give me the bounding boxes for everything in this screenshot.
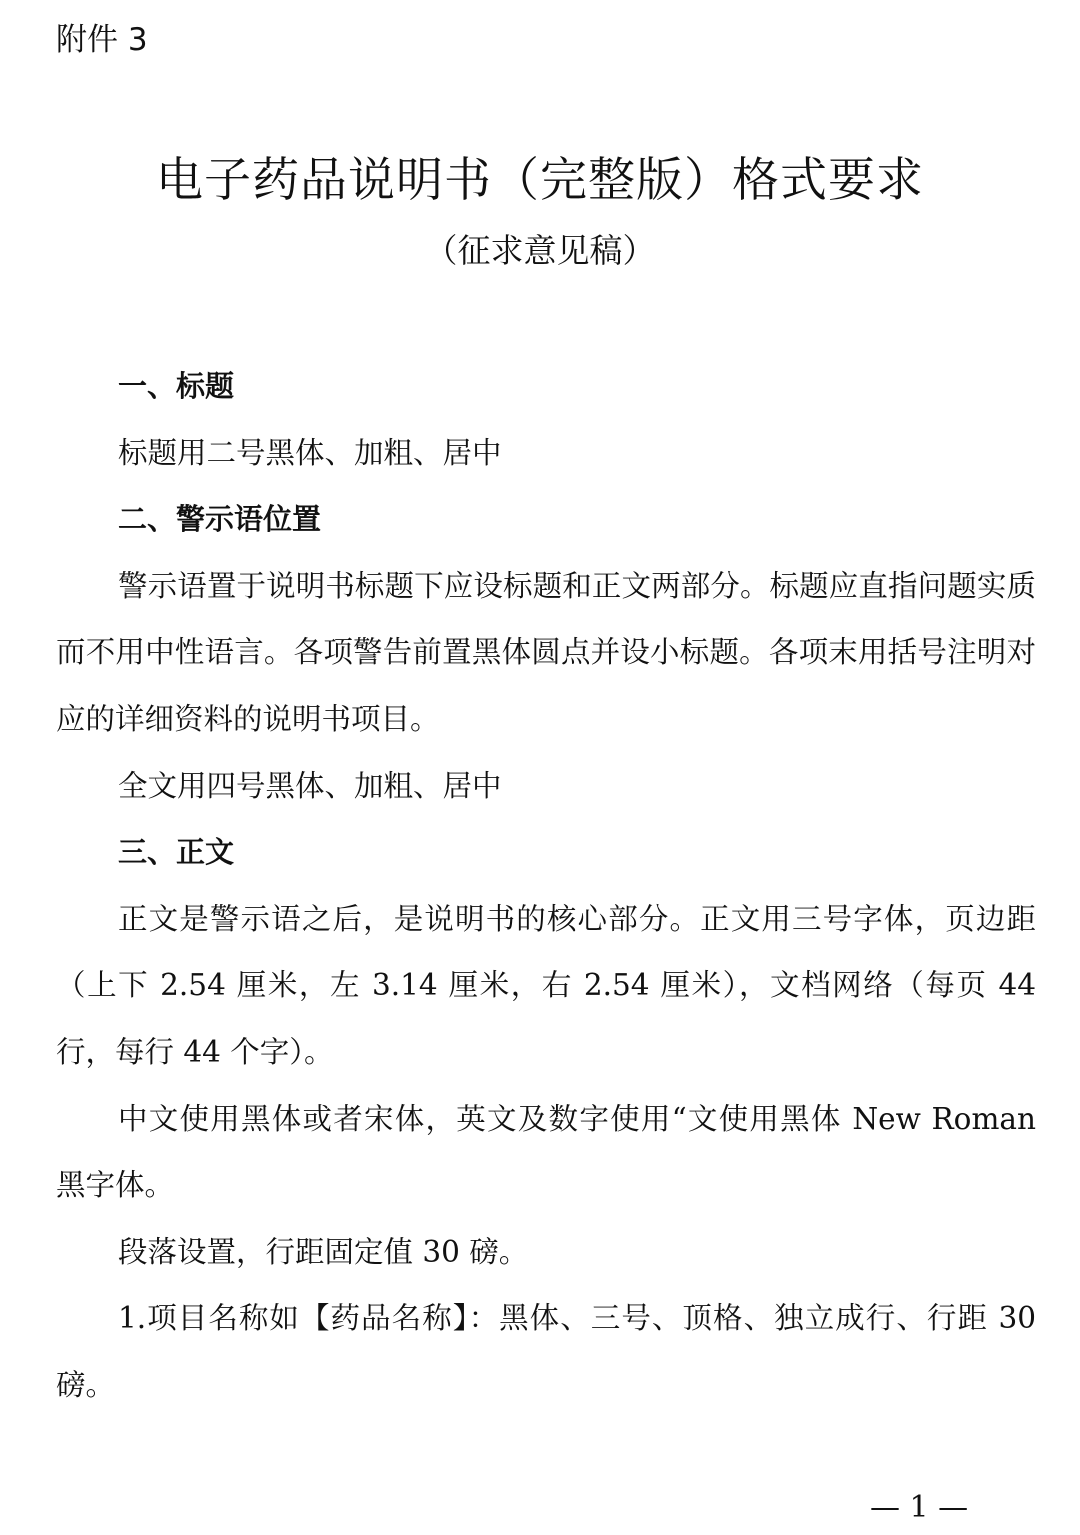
paragraph-line-spacing: 段落设置，行距固定值 30 磅。 [118,1234,529,1269]
paragraph-title-format: 标题用二号黑体、加粗、居中 [118,435,502,470]
attachment-label: 附件 3 [56,22,148,58]
document-subtitle: （征求意见稿） [424,231,656,270]
paragraph-font-usage: 中文使用黑体或者宋体，英文及数字使用“文使用黑体 New Roman 黑字体。 [56,1101,1036,1203]
paragraph-body-layout: 正文是警示语之后，是说明书的核心部分。正文用三号字体，页边距（上下 2.54 厘米，左 3.14 厘米，右 2.54 厘米），文档网络（每页 44 行，每行 44 个字）。 [56,901,1036,1069]
document-title: 电子药品说明书（完整版）格式要求 [156,153,924,208]
paragraph-item-name-format: 1.项目名称如【药品名称】：黑体、三号、顶格、独立成行、行距 30 磅。 [56,1301,1036,1402]
document-body [56,353,1036,1419]
section-heading-body: 三、正文 [118,835,235,870]
section-heading-warning: 二、警示语位置 [118,502,322,537]
section-heading-title: 一、标题 [118,369,235,403]
paragraph-warning-placement: 警示语置于说明书标题下应设标题和正文两部分。标题应直指问题实质而不用中性语言。各项警告前置黑体圆点并设小标题。各项末用括号注明对应的详细资料的说明书项目。 [56,568,1036,736]
page-number: — 1 — [870,1490,969,1525]
paragraph-warning-format: 全文用四号黑体、加粗、居中 [118,768,502,803]
